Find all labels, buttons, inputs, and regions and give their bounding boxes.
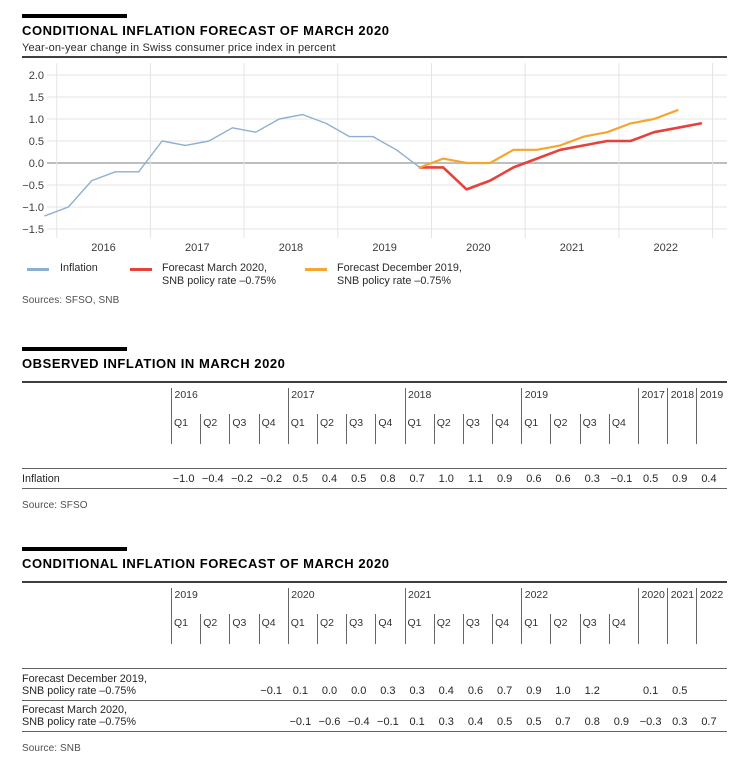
forecast-quarter-label: Q1 [290,617,305,629]
forecast-quarter-label: Q4 [495,617,510,629]
observed-quarter-tick [317,414,318,444]
forecast-annual-year-label: 2022 [699,589,724,601]
forecast-table-rule [22,700,727,701]
forecast-source: Source: SNB [22,743,81,754]
forecast-year-label: 2019 [174,589,198,601]
y-axis-tick-label: 0.5 [28,135,44,148]
observed-table-cell: 0.9 [497,473,513,485]
forecast-row-label [22,705,136,728]
row-label-line: Inflation [22,473,60,485]
forecast-table-rule [22,668,727,669]
observed-year-label: 2016 [174,389,198,401]
observed-quarter-tick [229,414,230,444]
observed-annual-year-label: 2017 [641,389,665,401]
forecast-quarter-tick [609,614,610,644]
forecast-table-cell: 0.7 [701,716,717,728]
title-rule [22,381,727,383]
forecast-quarter-tick [550,614,551,644]
x-axis-year-label: 2021 [559,242,585,254]
observed-annual-tick [696,388,697,444]
forecast-table-cell: −0.1 [260,685,283,697]
forecast-table-cell: −0.1 [377,716,399,728]
observed-quarter-tick [200,414,201,444]
series-line-1 [420,123,701,189]
forecast-year-label: 2021 [408,589,432,601]
forecast-table-cell: 0.1 [409,716,425,728]
forecast-annual-year-label: 2021 [670,589,695,601]
observed-table-cell: 0.5 [642,473,659,485]
chart-sources: Sources: SFSO, SNB [22,295,120,306]
y-axis-tick-label: 0.0 [28,157,44,170]
observed-quarter-tick [346,414,347,444]
row-label-line: SNB policy rate –0.75% [22,715,137,728]
forecast-quarter-label: Q2 [553,617,568,629]
section-marker-bar [22,547,127,551]
observed-quarter-label: Q3 [582,417,597,429]
observed-table-cell: 0.5 [292,473,308,485]
legend-label-2 [337,262,462,287]
forecast-quarter-tick [346,614,347,644]
forecast-quarter-tick [434,614,435,644]
forecast-table-cell: 0.1 [292,685,308,697]
observed-quarter-label: Q2 [319,417,334,429]
observed-quarter-tick [259,414,260,444]
row-label-line: Forecast March 2020, [22,704,128,716]
forecast-quarter-tick [200,614,201,644]
forecast-table-cell: −0.3 [639,716,662,728]
observed-annual-year-label: 2018 [670,389,695,401]
legend-swatch-2 [305,268,327,271]
forecast-quarter-label: Q2 [319,617,334,629]
forecast-quarter-label: Q1 [524,617,539,629]
y-axis-tick-label: −1.0 [22,201,44,214]
observed-year-label: 2018 [408,389,432,401]
x-axis-year-label: 2022 [653,242,678,254]
forecast-annual-tick [638,588,639,644]
forecast-table-cell: 0.5 [526,716,542,728]
legend-label-line: SNB policy rate –0.75% [337,274,452,287]
y-axis-tick-label: −1.5 [22,223,44,236]
observed-quarter-tick [434,414,435,444]
forecast-year-tick [521,588,522,644]
forecast-table-cell: 0.5 [672,685,688,697]
y-axis-tick-label: 1.0 [28,113,44,126]
observed-quarter-label: Q1 [407,417,422,429]
observed-quarter-label: Q1 [174,417,189,429]
legend-label-line: Forecast March 2020, [162,262,268,274]
inflation-forecast-line-chart [0,60,749,265]
observed-table-cell: 0.3 [584,473,600,485]
section-marker-bar [22,14,127,18]
observed-annual-tick [638,388,639,444]
y-axis-tick-label: −0.5 [22,179,44,192]
row-label-line: SNB policy rate –0.75% [22,684,137,697]
observed-year-tick [171,388,172,444]
forecast-table-cell: −0.6 [318,716,341,728]
forecast-year-label: 2022 [524,589,549,601]
forecast-table-cell: 0.7 [555,716,571,728]
observed-source: Source: SFSO [22,500,88,511]
forecast-quarter-label: Q3 [349,617,364,629]
forecast-quarter-label: Q3 [582,617,597,629]
forecast-table-cell: 0.9 [526,685,542,697]
observed-quarter-label: Q2 [436,417,451,429]
forecast-row-label [22,674,147,697]
title-rule [22,581,727,583]
observed-year-tick [405,388,406,444]
observed-table-cell: 0.9 [672,473,688,485]
observed-table-cell: −0.2 [260,473,283,485]
x-axis-year-label: 2018 [278,242,304,254]
forecast-quarter-label: Q3 [465,617,480,629]
forecast-quarter-label: Q2 [436,617,451,629]
legend-swatch-1 [130,268,152,271]
observed-section-title: OBSERVED INFLATION IN MARCH 2020 [22,356,286,371]
series-line-0 [45,115,420,216]
observed-quarter-label: Q3 [349,417,364,429]
section-marker-bar [22,347,127,351]
forecast-table-cell: 0.0 [321,685,338,697]
forecast-quarter-label: Q2 [203,617,218,629]
forecast-quarter-label: Q1 [174,617,189,629]
y-axis-tick-label: 1.5 [28,91,44,104]
observed-quarter-label: Q3 [232,417,247,429]
forecast-quarter-tick [317,614,318,644]
chart-section-title: CONDITIONAL INFLATION FORECAST OF MARCH 2020 [22,23,390,38]
row-label-line: Forecast December 2019, [22,673,147,685]
observed-quarter-tick [463,414,464,444]
legend-label-line: Inflation [60,262,98,274]
observed-quarter-tick [492,414,493,444]
observed-table-cell: 0.8 [380,473,396,485]
observed-year-label: 2019 [524,389,549,401]
observed-table-cell: 1.1 [467,473,484,485]
observed-table-cell: 0.4 [321,473,338,485]
observed-year-tick [521,388,522,444]
observed-quarter-tick [550,414,551,444]
forecast-table-cell: 0.3 [438,716,454,728]
forecast-table-cell: 0.6 [467,685,484,697]
forecast-quarter-label: Q4 [611,617,626,629]
forecast-quarter-label: Q3 [232,617,247,629]
forecast-table-cell: −0.1 [289,716,312,728]
x-axis-year-label: 2020 [466,242,491,254]
forecast-table-cell: 0.8 [584,716,600,728]
forecast-year-tick [171,588,172,644]
forecast-quarter-tick [375,614,376,644]
observed-year-tick [288,388,289,444]
forecast-table-cell: 0.0 [351,685,367,697]
legend-label-1 [162,262,276,287]
observed-table-rule [22,488,727,489]
chart-subtitle: Year-on-year change in Swiss consumer price index in percent [22,42,336,54]
observed-table-cell: −0.4 [201,473,224,485]
observed-quarter-label: Q1 [290,417,305,429]
forecast-annual-tick [696,588,697,644]
legend-label-line: SNB policy rate –0.75% [162,274,277,287]
forecast-table-cell: 0.3 [672,716,688,728]
observed-table-cell: 0.5 [351,473,367,485]
observed-table-cell: −0.1 [610,473,633,485]
observed-quarter-label: Q3 [465,417,480,429]
forecast-annual-tick [667,588,668,644]
observed-table-cell: 0.4 [701,473,717,485]
observed-quarter-tick [375,414,376,444]
observed-quarter-tick [580,414,581,444]
forecast-table-cell: 0.9 [613,716,630,728]
observed-table-cell: 0.6 [555,473,571,485]
observed-table-cell: −1.0 [172,473,195,485]
x-axis-year-label: 2017 [185,242,210,254]
forecast-table-cell: 1.2 [584,685,600,697]
observed-table-cell: 1.0 [438,473,454,485]
forecast-section-title: CONDITIONAL INFLATION FORECAST OF MARCH 2020 [22,556,390,571]
observed-quarter-label: Q4 [495,417,510,429]
observed-table-cell: 0.6 [526,473,542,485]
observed-quarter-label: Q1 [524,417,539,429]
x-axis-year-label: 2016 [91,242,116,254]
observed-quarter-tick [609,414,610,444]
forecast-table-cell: 0.4 [438,685,454,697]
observed-quarter-label: Q2 [553,417,568,429]
forecast-year-label: 2020 [291,589,315,601]
observed-annual-year-label: 2019 [699,389,724,401]
forecast-table-cell: 0.4 [467,716,484,728]
observed-table-cell: 0.7 [409,473,425,485]
legend-label-0 [60,262,98,275]
forecast-table-rule [22,731,727,732]
forecast-table-cell: 1.0 [555,685,571,697]
forecast-table-cell: 0.7 [497,685,513,697]
legend-label-line: Forecast December 2019, [337,262,462,274]
observed-quarter-label: Q4 [611,417,626,429]
title-rule [22,56,727,58]
observed-row-label [22,474,60,486]
observed-table-cell: −0.2 [231,473,253,485]
observed-table-rule [22,468,727,469]
forecast-quarter-tick [580,614,581,644]
forecast-table-cell: 0.3 [409,685,425,697]
forecast-quarter-tick [259,614,260,644]
legend-swatch-0 [27,268,49,271]
forecast-year-tick [288,588,289,644]
observed-quarter-label: Q4 [261,417,276,429]
forecast-table-cell: 0.3 [380,685,396,697]
forecast-table-cell: 0.5 [497,716,513,728]
forecast-quarter-tick [463,614,464,644]
forecast-table-cell: 0.1 [642,685,659,697]
forecast-quarter-tick [492,614,493,644]
forecast-quarter-label: Q4 [378,617,393,629]
y-axis-tick-label: 2.0 [28,69,44,82]
forecast-quarter-label: Q1 [407,617,422,629]
forecast-quarter-tick [229,614,230,644]
forecast-year-tick [405,588,406,644]
forecast-annual-year-label: 2020 [641,589,665,601]
x-axis-year-label: 2019 [372,242,397,254]
observed-year-label: 2017 [291,389,315,401]
observed-quarter-label: Q2 [203,417,218,429]
observed-quarter-label: Q4 [378,417,393,429]
forecast-table-cell: −0.4 [347,716,370,728]
forecast-quarter-label: Q4 [261,617,276,629]
observed-annual-tick [667,388,668,444]
